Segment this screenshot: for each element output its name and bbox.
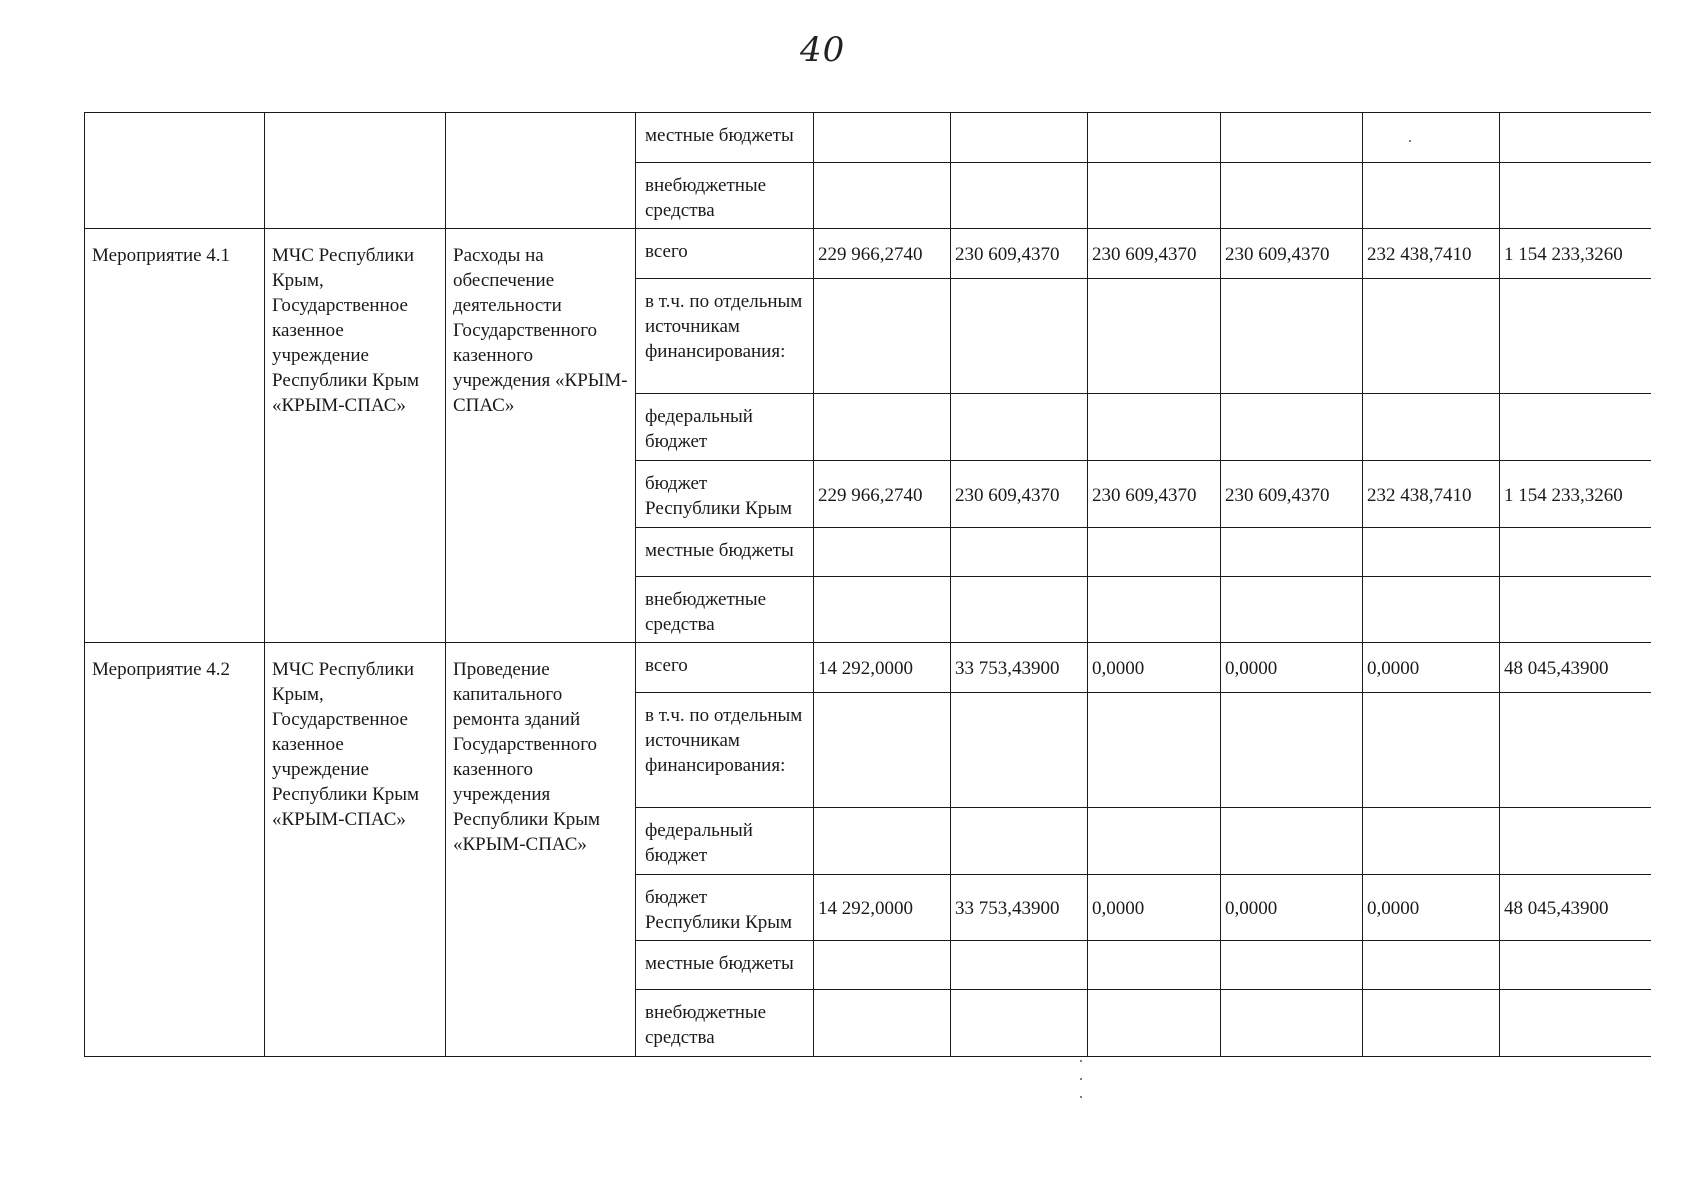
total-cell: 1 154 233,3260	[1500, 229, 1651, 279]
value-cell	[1221, 528, 1363, 577]
value-cell: 0,0000	[1363, 643, 1500, 693]
funding-source-cell: бюджет Республики Крым	[636, 461, 814, 528]
value-cell	[1221, 279, 1363, 394]
total-cell	[1500, 990, 1651, 1057]
total-cell: 48 045,43900	[1500, 875, 1651, 941]
funding-source-cell: внебюджетные средства	[636, 990, 814, 1057]
value-cell	[951, 394, 1088, 461]
executor-cell	[265, 113, 446, 229]
value-cell	[951, 577, 1088, 643]
value-cell: 14 292,0000	[814, 643, 951, 693]
value-cell	[814, 808, 951, 875]
value-cell	[1363, 990, 1500, 1057]
value-cell	[1088, 113, 1221, 163]
funding-source-cell: в т.ч. по отдельным источникам финансирования:	[636, 693, 814, 808]
budget-table	[84, 112, 1651, 1057]
value-cell	[1221, 941, 1363, 990]
value-cell	[1088, 394, 1221, 461]
value-cell	[1088, 808, 1221, 875]
value-cell	[951, 808, 1088, 875]
total-cell	[1500, 577, 1651, 643]
value-cell	[951, 693, 1088, 808]
value-cell	[1221, 990, 1363, 1057]
value-cell: 230 609,4370	[1088, 461, 1221, 528]
total-cell	[1500, 528, 1651, 577]
total-cell	[1500, 113, 1651, 163]
total-cell: 48 045,43900	[1500, 643, 1651, 693]
total-cell	[1500, 693, 1651, 808]
total-cell	[1500, 163, 1651, 229]
event-name-cell: Мероприятие 4.2	[85, 643, 265, 1057]
funding-source-cell: внебюджетные средства	[636, 577, 814, 643]
event-name-cell	[85, 113, 265, 229]
funding-source-cell: внебюджетные средства	[636, 163, 814, 229]
value-cell: 0,0000	[1221, 643, 1363, 693]
value-cell	[814, 577, 951, 643]
value-cell: 230 609,4370	[951, 229, 1088, 279]
value-cell	[1221, 693, 1363, 808]
value-cell: 33 753,43900	[951, 643, 1088, 693]
description-cell: Расходы на обеспечение деятельности Государственного казенного учреждения «КРЫМ-СПАС»	[446, 229, 636, 643]
value-cell	[1363, 279, 1500, 394]
executor-cell: МЧС Республики Крым, Государственное казенное учреждение Республики Крым «КРЫМ-СПАС»	[265, 229, 446, 643]
scan-speck	[1409, 140, 1411, 142]
value-cell	[814, 279, 951, 394]
funding-source-cell: федеральный бюджет	[636, 808, 814, 875]
value-cell	[1088, 528, 1221, 577]
page-number: 40	[800, 30, 846, 70]
funding-source-cell: федеральный бюджет	[636, 394, 814, 461]
value-cell	[951, 163, 1088, 229]
funding-source-cell: всего	[636, 229, 814, 279]
value-cell: 230 609,4370	[1221, 461, 1363, 528]
total-cell: 1 154 233,3260	[1500, 461, 1651, 528]
value-cell	[1363, 808, 1500, 875]
value-cell	[814, 163, 951, 229]
value-cell	[1363, 693, 1500, 808]
table-row	[85, 643, 1651, 693]
value-cell	[1363, 113, 1500, 163]
value-cell: 14 292,0000	[814, 875, 951, 941]
value-cell	[951, 279, 1088, 394]
event-name-cell: Мероприятие 4.1	[85, 229, 265, 643]
value-cell: 0,0000	[1221, 875, 1363, 941]
value-cell: 0,0000	[1088, 875, 1221, 941]
value-cell: 230 609,4370	[1088, 229, 1221, 279]
value-cell	[1221, 577, 1363, 643]
value-cell	[814, 394, 951, 461]
value-cell: 232 438,7410	[1363, 461, 1500, 528]
total-cell	[1500, 279, 1651, 394]
scan-speck	[1080, 1078, 1082, 1080]
table-row	[85, 113, 1651, 163]
value-cell	[814, 693, 951, 808]
value-cell: 230 609,4370	[951, 461, 1088, 528]
scan-speck	[1080, 1060, 1082, 1062]
value-cell: 33 753,43900	[951, 875, 1088, 941]
value-cell	[1088, 163, 1221, 229]
value-cell	[951, 113, 1088, 163]
funding-source-cell: всего	[636, 643, 814, 693]
value-cell	[1363, 394, 1500, 461]
value-cell: 232 438,7410	[1363, 229, 1500, 279]
value-cell	[1088, 577, 1221, 643]
value-cell	[951, 941, 1088, 990]
funding-source-cell: местные бюджеты	[636, 528, 814, 577]
value-cell	[951, 528, 1088, 577]
value-cell	[814, 113, 951, 163]
value-cell	[1221, 808, 1363, 875]
value-cell	[1088, 693, 1221, 808]
total-cell	[1500, 941, 1651, 990]
funding-source-cell: местные бюджеты	[636, 941, 814, 990]
value-cell	[1088, 941, 1221, 990]
funding-source-cell: в т.ч. по отдельным источникам финансирования:	[636, 279, 814, 394]
table-row	[85, 229, 1651, 279]
value-cell: 0,0000	[1363, 875, 1500, 941]
value-cell	[814, 941, 951, 990]
value-cell	[951, 990, 1088, 1057]
description-cell	[446, 113, 636, 229]
value-cell: 230 609,4370	[1221, 229, 1363, 279]
value-cell	[1363, 528, 1500, 577]
value-cell: 0,0000	[1088, 643, 1221, 693]
value-cell	[814, 528, 951, 577]
value-cell	[1221, 394, 1363, 461]
value-cell: 229 966,2740	[814, 461, 951, 528]
value-cell	[1221, 113, 1363, 163]
value-cell	[1363, 577, 1500, 643]
total-cell	[1500, 394, 1651, 461]
value-cell	[1088, 990, 1221, 1057]
value-cell: 229 966,2740	[814, 229, 951, 279]
value-cell	[1221, 163, 1363, 229]
description-cell: Проведение капитального ремонта зданий Государственного казенного учреждения Республики Крым «КРЫМ-СПАС»	[446, 643, 636, 1057]
scan-speck	[1080, 1096, 1082, 1098]
funding-source-cell: бюджет Республики Крым	[636, 875, 814, 941]
value-cell	[1088, 279, 1221, 394]
value-cell	[1363, 941, 1500, 990]
executor-cell: МЧС Республики Крым, Государственное казенное учреждение Республики Крым «КРЫМ-СПАС»	[265, 643, 446, 1057]
value-cell	[814, 990, 951, 1057]
total-cell	[1500, 808, 1651, 875]
value-cell	[1363, 163, 1500, 229]
funding-source-cell: местные бюджеты	[636, 113, 814, 163]
